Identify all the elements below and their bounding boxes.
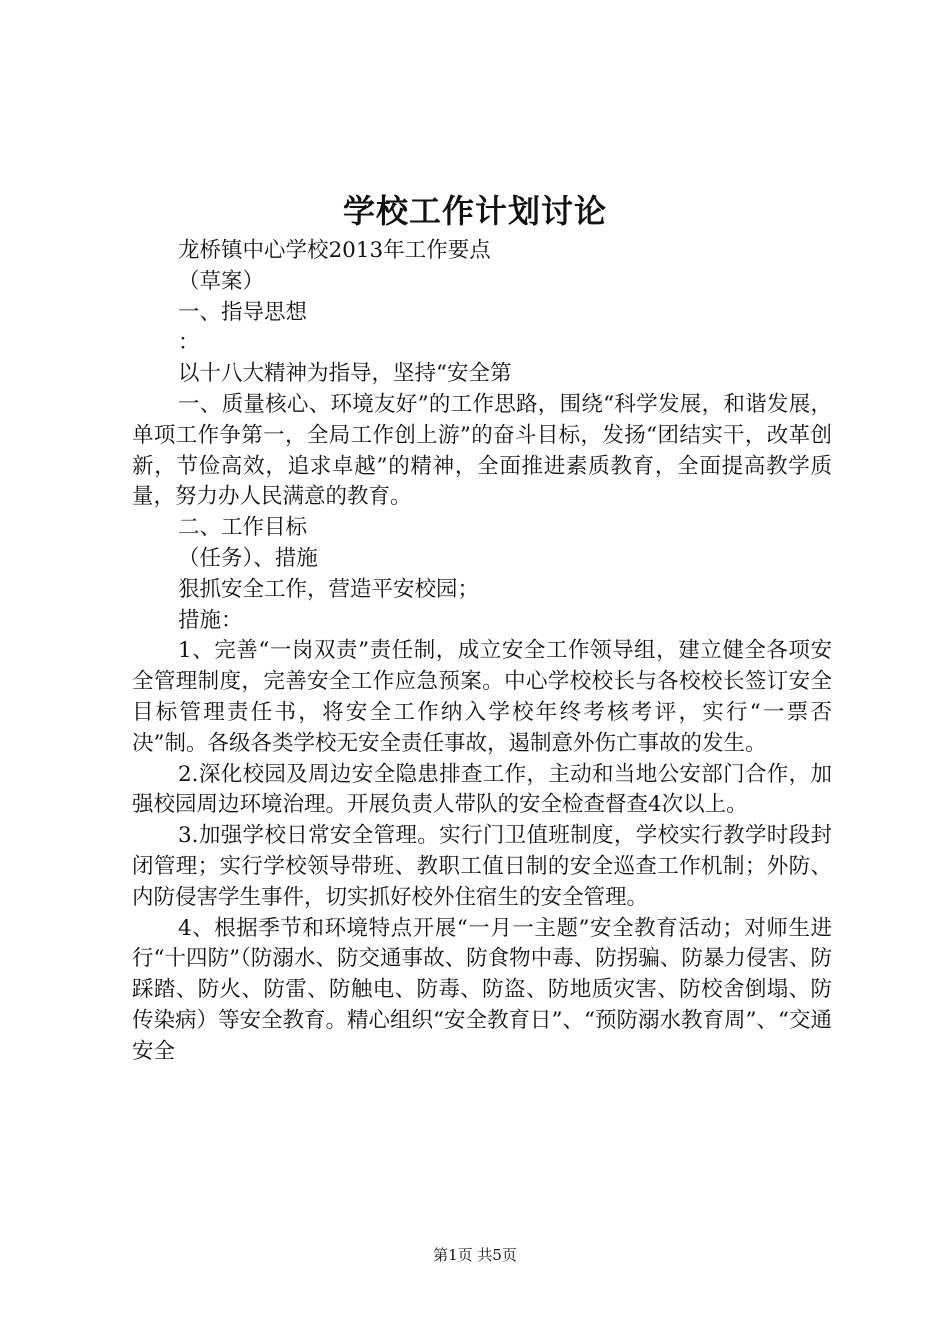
paragraph-section-1-heading: 一、指导思想 (178, 299, 308, 325)
paragraph-colon: ： (178, 330, 200, 356)
paragraph-guiding-body: 一、质量核心、环境友好”的工作思路，围绕“科学发展，和谐发展，单项工作争第一，全局工作创上游”的奋斗目标，发扬“团结实干，改革创新，节俭高效，追求卓越”的精神，全面推进素质教育，全面提高教学质量，努力办人民满意的教育。 (132, 391, 832, 510)
paragraph-measure-1: 1、完善“一岗双责”责任制，成立安全工作领导组，建立健全各项安全管理制度，完善安全工作应急预案。中心学校校长与各校校长签订安全目标管理责任书，将安全工作纳入学校年终考核考评，实行“一票否决”制。各级各类学校无安全责任事故，遏制意外伤亡事故的发生。 (132, 638, 832, 756)
page-footer: 第1页 共5页 (433, 1246, 517, 1264)
paragraph-section-2-heading: 二、工作目标 (178, 515, 308, 541)
paragraph-measure-2: 2.深化校园及周边安全隐患排查工作，主动和当地公安部门合作，加强校园周边环境治理。开展负责人带队的安全检查督查4次以上。 (132, 761, 832, 818)
paragraph-guiding-intro: 以十八大精神为指导，坚持“安全第 (178, 361, 512, 387)
paragraph-tasks-measures: （任务）、措施 (178, 545, 318, 571)
paragraph-safety-goal: 狠抓安全工作，营造平安校园； (178, 576, 480, 602)
document-body (132, 236, 832, 1068)
paragraph-measure-3: 3.加强学校日常安全管理。实行门卫值班制度，学校实行教学时段封闭管理；实行学校领导带班、教职工值日制的安全巡查工作机制；外防、内防侵害学生事件，切实抓好校外住宿生的安全管理。 (132, 823, 832, 910)
paragraph-measures-label: 措施： (178, 607, 243, 633)
paragraph-school-plan-heading: 龙桥镇中心学校2013年工作要点 (178, 238, 491, 263)
paragraph-measure-4: 4、根据季节和环境特点开展“一月一主题”安全教育活动；对师生进行“十四防”（防溺水、防交通事故、防食物中毒、防拐骗、防暴力侵害、防踩踏、防火、防雷、防触电、防毒、防盗、防地质灾害、防校舍倒塌、防传染病）等安全教育。精心组织“安全教育日”、“预防溺水教育周”、“交通安全 (132, 915, 832, 1064)
paragraph-draft-note: （草案） (178, 268, 265, 294)
document-title: 学校工作计划讨论 (342, 192, 607, 230)
